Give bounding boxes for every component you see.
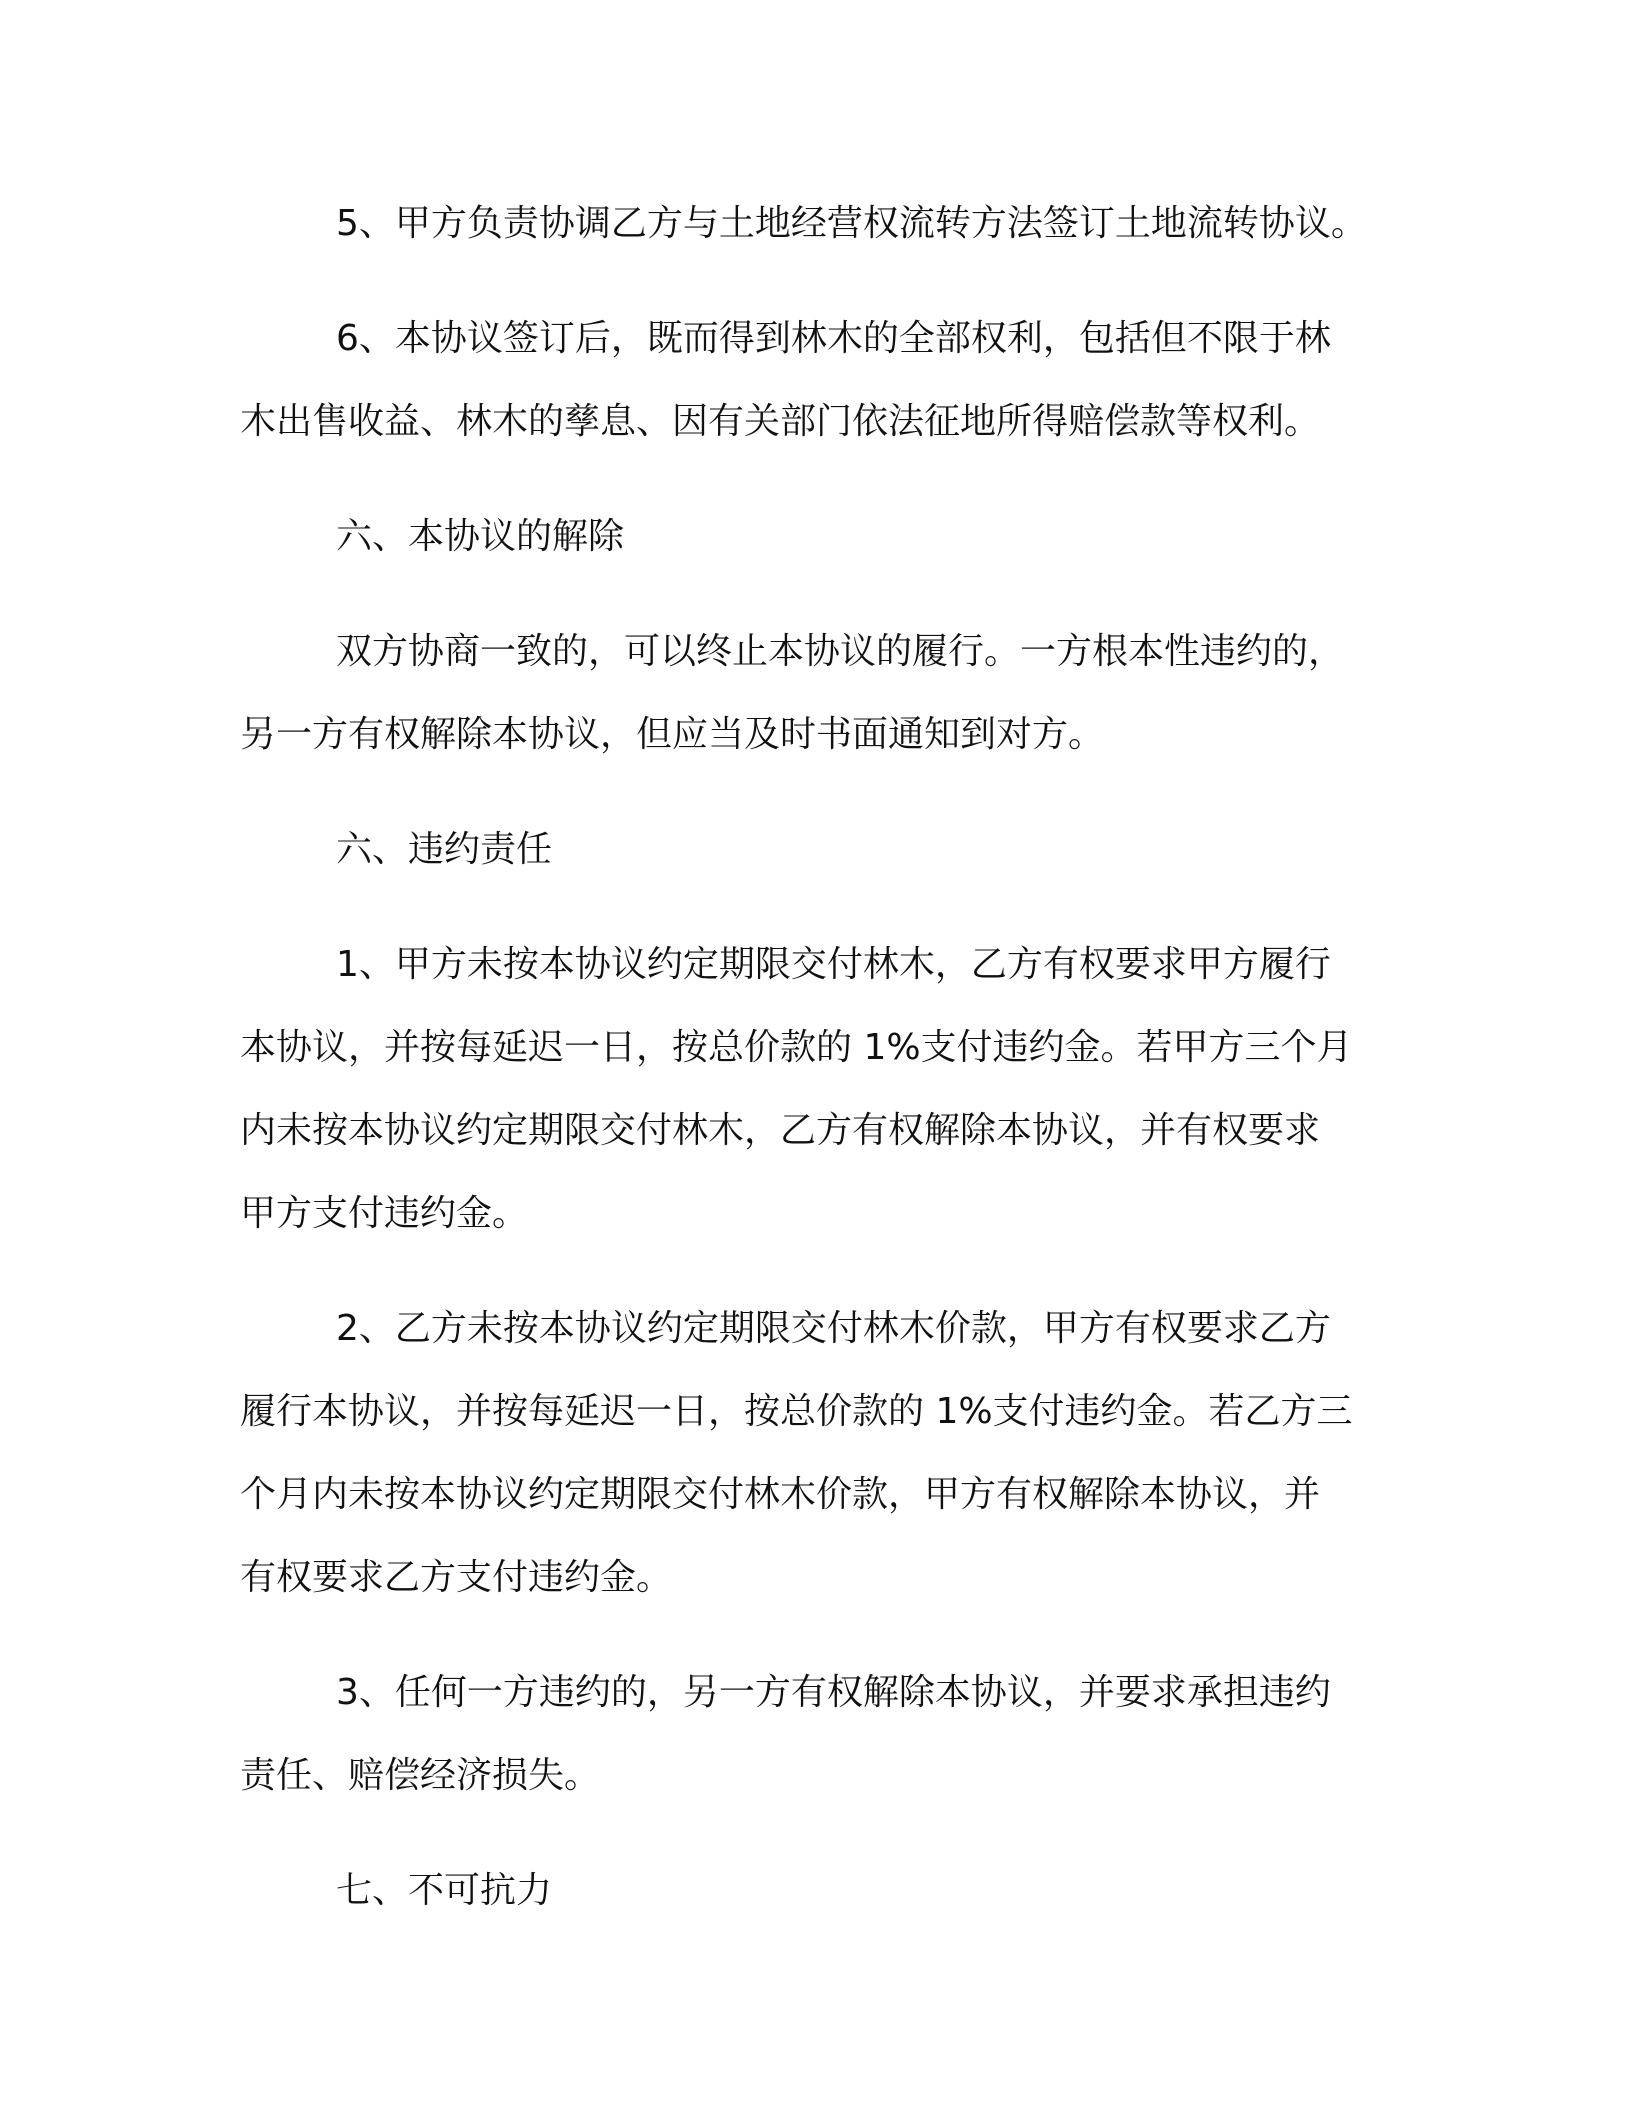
text-line: 责任、赔偿经济损失。: [240, 1755, 601, 1796]
text-line: 履行本协议，并按每延迟一日，按总价款的 1%支付违约金。若乙方三: [240, 1391, 1353, 1432]
document-body: [240, 182, 1392, 1964]
text-line: 1、甲方未按本协议约定期限交付林木，乙方有权要求甲方履行: [336, 944, 1331, 985]
text-line: 木出售收益、林木的孳息、因有关部门依法征地所得赔偿款等权利。: [240, 401, 1321, 442]
section-heading-force-majeure: [240, 1849, 1392, 1932]
heading-text: 六、违约责任: [336, 829, 553, 870]
text-line: 有权要求乙方支付违约金。: [240, 1557, 673, 1598]
liability-clause-3: [240, 1651, 1392, 1817]
text-line: 2、乙方未按本协议约定期限交付林木价款，甲方有权要求乙方: [336, 1308, 1331, 1349]
liability-clause-2: [240, 1287, 1392, 1619]
text-line: 3、任何一方违约的，另一方有权解除本协议，并要求承担违约: [336, 1672, 1331, 1713]
heading-text: 七、不可抗力: [336, 1870, 553, 1911]
text-line: 甲方支付违约金。: [240, 1193, 529, 1234]
text-line: 6、本协议签订后，既而得到林木的全部权利，包括但不限于林: [336, 318, 1331, 359]
text-line: 个月内未按本协议约定期限交付林木价款，甲方有权解除本协议，并: [240, 1474, 1321, 1515]
section-heading-liability: [240, 808, 1392, 891]
text-line: 双方协商一致的，可以终止本协议的履行。一方根本性违约的，: [336, 631, 1345, 672]
text-line: 内未按本协议约定期限交付林木，乙方有权解除本协议，并有权要求: [240, 1110, 1321, 1151]
section-heading-termination: [240, 495, 1392, 578]
text-line: 5、甲方负责协调乙方与土地经营权流转方法签订土地流转协议。: [336, 203, 1367, 244]
clause-6: [240, 297, 1392, 463]
text-line: 本协议，并按每延迟一日，按总价款的 1%支付违约金。若甲方三个月: [240, 1027, 1353, 1068]
heading-text: 六、本协议的解除: [336, 516, 625, 557]
clause-5: [240, 182, 1392, 265]
text-line: 另一方有权解除本协议，但应当及时书面通知到对方。: [240, 714, 1105, 755]
liability-clause-1: [240, 923, 1392, 1255]
termination-paragraph: [240, 610, 1392, 776]
